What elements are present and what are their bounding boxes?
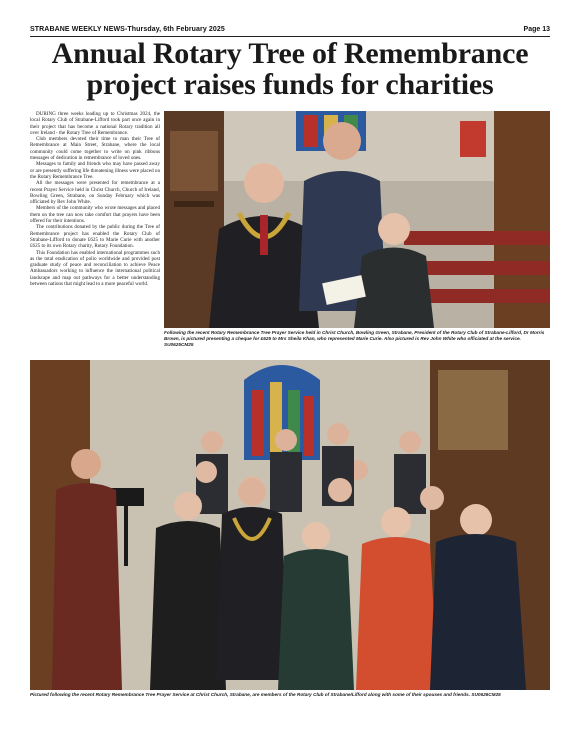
article-paragraph: DURING three weeks leading up to Christmas 2024, the local Rotary Club of Strabane-Lifford took part once again in their project that has become a national Rotary tradition all over Ireland - the Rotary Tree of Remembrance.	[30, 111, 160, 136]
article-paragraph: This Foundation has enabled international programmes such as the total eradication of polio worldwide and provided post graduate study of peace and reconciliation to achieve Peace Ambassadors working to influence the international political landscape and map out pathways for a better understanding between nations that might lead to a more peaceful world.	[30, 249, 160, 288]
page-number: Page 13	[523, 26, 550, 33]
group-photo	[30, 360, 550, 690]
headline-line-1: Annual Rotary Tree of Remembrance	[51, 37, 529, 70]
cheque-presentation-photo	[164, 111, 550, 328]
bottom-photo-caption: Pictured following the recent Rotary Remembrance Tree Prayer Service at Christ Church, Strabane, are members of the Rotary Club of Strabane/Lifford along with some of their spouses and friends. SU0626CM25	[30, 692, 501, 697]
page-header	[30, 24, 550, 36]
top-photo-caption: Following the recent Rotary Remembrance Tree Prayer Service held in Christ Church, Bowling Green, Strabane, President of the Rotary Club of Strabane-Lifford, Dr Morris Brown, is pictured presenting a cheque for £625 to Mrs Sheila Khan, who represented Marie Curie. Also pictured is Rev John White who officiated at the service. SU0625CM25	[164, 330, 545, 347]
article-paragraph: Club members devoted their time to man their Tree of Remembrance at Main Street, Strabane, where the local community could come together to write on pink ribbons messages of dedication in remembrance of loved ones.	[30, 136, 160, 162]
headline-line-2: project raises funds for charities	[86, 68, 494, 101]
article-paragraph: All the messages were presented for remembrance at a recent Prayer Service held in Christ Church, Church of Ireland, Bowling Green, Strabane, on Sunday February which was officiated by Rev John White.	[30, 180, 160, 206]
headline	[30, 38, 550, 100]
publication-line: STRABANE WEEKLY NEWS-Thursday, 6th February 2025	[30, 26, 225, 33]
article-paragraph: The contributions donated by the public during the Tree of Remembrance project has enabled the Rotary Club of Strabane-Lifford to donate £625 to Marie Curie with another £625 to its own Rotary charity, Rotary Foundation.	[30, 224, 160, 250]
article-paragraph: Members of the community who wrote messages and placed them on the tree can now take comfort that prayers have been offered for their intentions.	[30, 205, 160, 225]
article-body	[30, 111, 160, 358]
article-paragraph: Messages to family and friends who may have passed away or are presently suffering life threatening illness were placed on the Rotary Remembrance Tree.	[30, 161, 160, 180]
